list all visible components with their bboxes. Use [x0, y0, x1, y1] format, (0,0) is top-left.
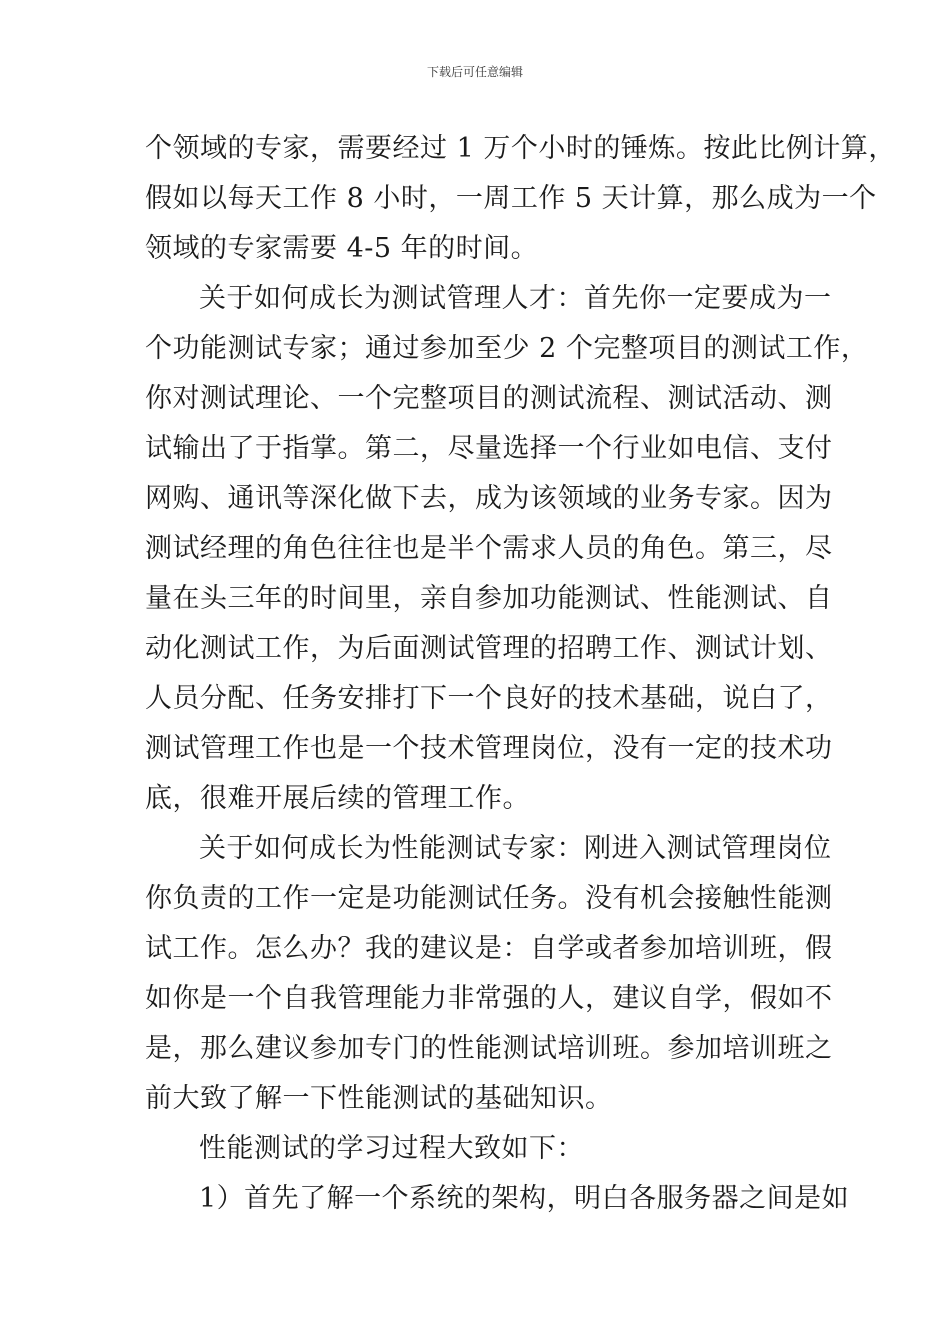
text-line: 领域的专家需要 4-5 年的时间。 — [145, 233, 539, 264]
text-line: 个领域的专家，需要经过 1 万个小时的锤炼。按此比例计算， — [145, 133, 896, 164]
text-line: 网购、通讯等深化做下去，成为该领域的业务专家。因为 — [145, 483, 833, 514]
text-line: 1）首先了解一个系统的架构，明白各服务器之间是如 — [199, 1183, 850, 1214]
text-line: 底，很难开展后续的管理工作。 — [145, 783, 530, 814]
text-line: 你负责的工作一定是功能测试任务。没有机会接触性能测 — [145, 883, 833, 914]
text-line: 性能测试的学习过程大致如下： — [199, 1133, 584, 1164]
text-line: 人员分配、任务安排打下一个良好的技术基础，说白了， — [145, 683, 833, 714]
page-header: 下载后可任意编辑 — [426, 65, 523, 79]
text-line: 你对测试理论、一个完整项目的测试流程、测试活动、测 — [145, 383, 833, 414]
text-line: 假如以每天工作 8 小时，一周工作 5 天计算，那么成为一个 — [145, 183, 877, 214]
text-line: 试工作。怎么办？我的建议是：自学或者参加培训班，假 — [145, 933, 833, 964]
text-line: 前大致了解一下性能测试的基础知识。 — [145, 1083, 613, 1114]
text-line: 关于如何成长为性能测试专家：刚进入测试管理岗位 — [199, 833, 832, 864]
text-line: 个功能测试专家；通过参加至少 2 个完整项目的测试工作， — [145, 333, 869, 364]
text-line: 动化测试工作，为后面测试管理的招聘工作、测试计划、 — [145, 633, 833, 664]
text-line: 量在头三年的时间里，亲自参加功能测试、性能测试、自 — [145, 583, 833, 614]
text-line: 关于如何成长为测试管理人才：首先你一定要成为一 — [199, 283, 832, 314]
text-line: 测试经理的角色往往也是半个需求人员的角色。第三，尽 — [145, 533, 833, 564]
text-line: 是，那么建议参加专门的性能测试培训班。参加培训班之 — [145, 1033, 833, 1064]
text-line: 测试管理工作也是一个技术管理岗位，没有一定的技术功 — [145, 733, 833, 764]
text-line: 如你是一个自我管理能力非常强的人，建议自学，假如不 — [145, 983, 833, 1014]
text-line: 试输出了于指掌。第二，尽量选择一个行业如电信、支付 — [145, 433, 833, 464]
document-body — [145, 124, 896, 1224]
